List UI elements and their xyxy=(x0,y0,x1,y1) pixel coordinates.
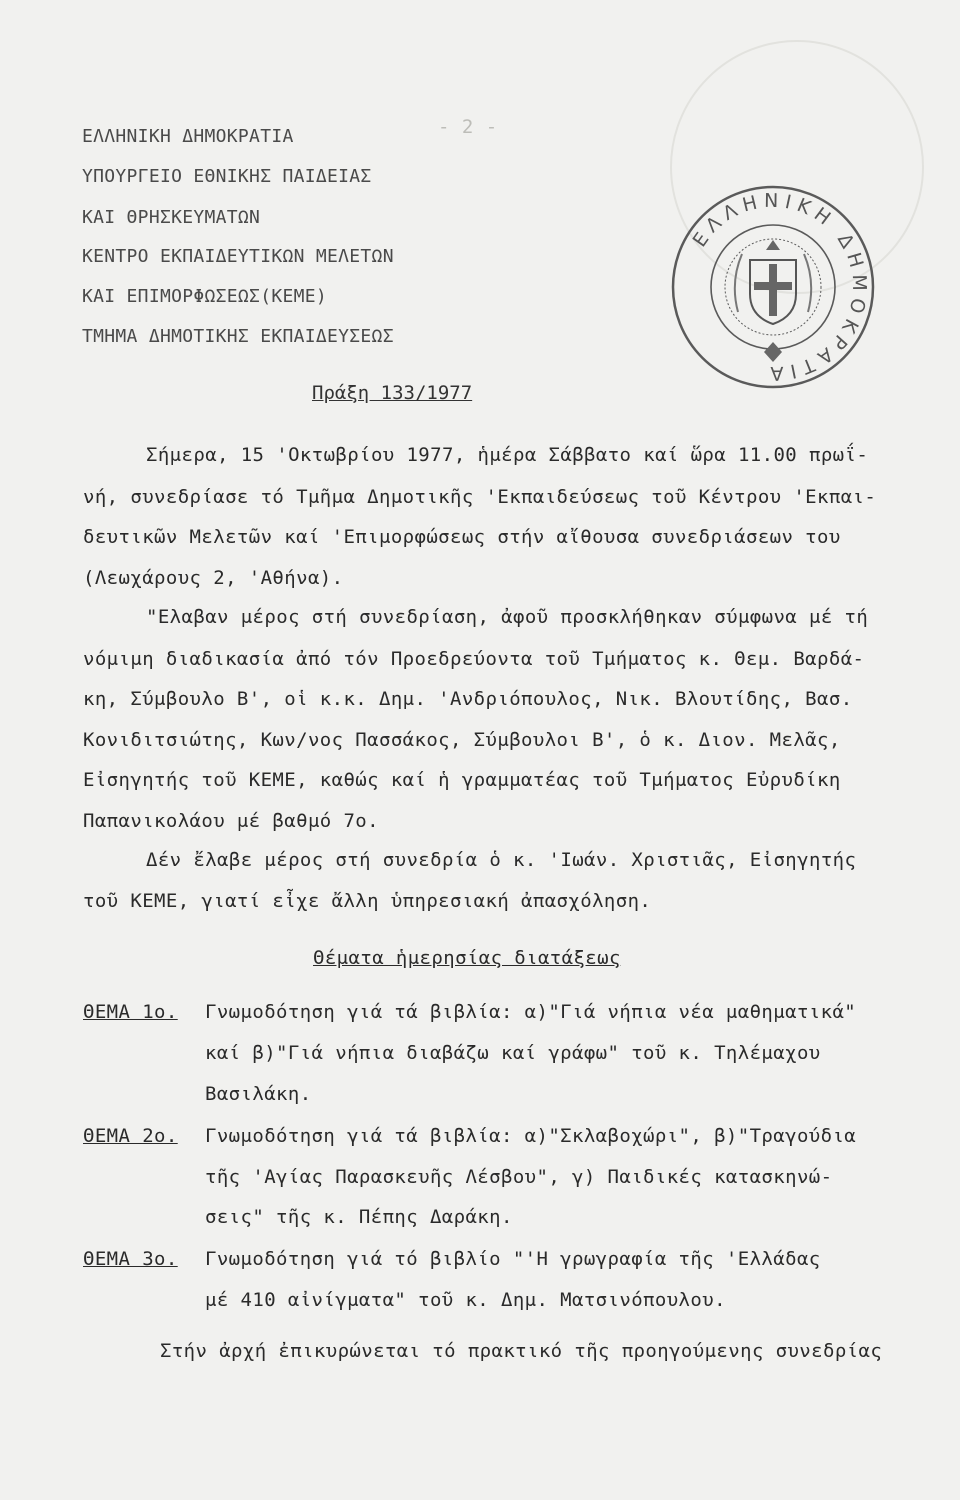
participants-line-6: Παπανικολάου μέ βαθμό 7ο. xyxy=(83,810,379,832)
theme-2-label: ΘΕΜΑ 2ο. xyxy=(83,1125,178,1147)
theme-2-line-3: σεις" τῆς κ. Πέπης Δαράκη. xyxy=(205,1206,513,1228)
intro-line-2: νή, συνεδρίασε τό Τμῆμα Δημοτικῆς 'Εκπαιδεύσεως τοῦ Κέντρου 'Εκπαι- xyxy=(83,486,877,508)
theme-1-label: ΘΕΜΑ 1ο. xyxy=(83,1001,178,1023)
header-line-6: ΤΜΗΜΑ ΔΗΜΟΤΙΚΗΣ ΕΚΠΑΙΔΕΥΣΕΩΣ xyxy=(82,326,394,347)
participants-line-5: Εἰσηγητής τοῦ ΚΕΜΕ, καθώς καί ἡ γραμματέας τοῦ Τμήματος Εὐρυδίκη xyxy=(83,769,841,791)
header-line-3: ΚΑΙ ΘΡΗΣΚΕΥΜΑΤΩΝ xyxy=(82,207,261,228)
page-number: - 2 - xyxy=(438,116,498,138)
header-line-5: ΚΑΙ ΕΠΙΜΟΡΦΩΣΕΩΣ(ΚΕΜΕ) xyxy=(82,286,328,307)
closing-line: Στήν ἀρχή ἐπικυρώνεται τό πρακτικό τῆς προηγούμενης συνεδρίας xyxy=(160,1340,883,1362)
participants-line-1: "Ελαβαν μέρος στή συνεδρίαση, ἀφοῦ προσκλήθηκαν σύμφωνα μέ τή xyxy=(146,606,869,628)
participants-line-2: νόμιμη διαδικασία ἀπό τόν Προεδρεύοντα τοῦ Τμήματος κ. Θεμ. Βαρδά- xyxy=(83,648,865,670)
theme-2-line-1: Γνωμοδότηση γιά τά βιβλία: α)"Σκλαβοχώρι", β)"Τραγούδια xyxy=(205,1125,857,1147)
intro-line-3: δευτικῶν Μελετῶν καί 'Επιμορφώσεως στήν αἴθουσα συνεδριάσεων του xyxy=(83,526,841,548)
agenda-heading: Θέματα ἡμερησίας διατάξεως xyxy=(313,947,621,969)
participants-line-4: Κονιδιτσιώτης, Κων/νος Πασσάκος, Σύμβουλοι Β', ὁ κ. Διον. Μελᾶς, xyxy=(83,729,841,751)
absence-line-1: Δέν ἔλαβε μέρος στή συνεδρία ὁ κ. 'Ιωάν. Χριστιᾶς, Εἰσηγητής xyxy=(146,849,857,871)
theme-1-line-1: Γνωμοδότηση γιά τά βιβλία: α)"Γιά νήπια νέα μαθηματικά" xyxy=(205,1001,857,1023)
intro-line-4: (Λεωχάρους 2, 'Αθήνα). xyxy=(83,567,344,589)
theme-3-line-1: Γνωμοδότηση γιά τό βιβλίο "'Η γρωγραφία τῆς 'Ελλάδας xyxy=(205,1248,821,1270)
intro-line-1: Σήμερα, 15 'Οκτωβρίου 1977, ἡμέρα Σάββατο καί ὥρα 11.00 πρωΐ- xyxy=(146,444,869,466)
header-line-1: ΕΛΛΗΝΙΚΗ ΔΗΜΟΚΡΑΤΙΑ xyxy=(82,126,294,147)
header-line-2: ΥΠΟΥΡΓΕΙΟ ΕΘΝΙΚΗΣ ΠΑΙΔΕΙΑΣ xyxy=(82,166,372,187)
act-title: Πράξη 133/1977 xyxy=(312,382,473,404)
theme-1-line-2: καί β)"Γιά νήπια διαβάζω καί γράφω" τοῦ κ. Τηλέμαχου xyxy=(205,1042,821,1064)
absence-line-2: τοῦ ΚΕΜΕ, γιατί εἶχε ἄλλη ὑπηρεσιακή ἀπασχόληση. xyxy=(83,890,652,912)
theme-1-line-3: Βασιλάκη. xyxy=(205,1083,312,1105)
official-seal-icon xyxy=(668,182,878,392)
header-line-4: ΚΕΝΤΡΟ ΕΚΠΑΙΔΕΥΤΙΚΩΝ ΜΕΛΕΤΩΝ xyxy=(82,246,394,267)
seal-ring-text: ΕΛΛΗΝΙΚΗ ΔΗΜΟΚΡΑΤΙΑ xyxy=(688,189,871,385)
theme-3-line-2: μέ 410 αἰνίγματα" τοῦ κ. Δημ. Ματσινόπουλου. xyxy=(205,1289,726,1311)
theme-2-line-2: τῆς 'Αγίας Παρασκευῆς Λέσβου", γ) Παιδικές κατασκηνώ- xyxy=(205,1166,833,1188)
theme-3-label: ΘΕΜΑ 3ο. xyxy=(83,1248,178,1270)
participants-line-3: κη, Σύμβουλο Β', οἱ κ.κ. Δημ. 'Ανδριόπουλος, Νικ. Βλουτίδης, Βασ. xyxy=(83,688,853,710)
